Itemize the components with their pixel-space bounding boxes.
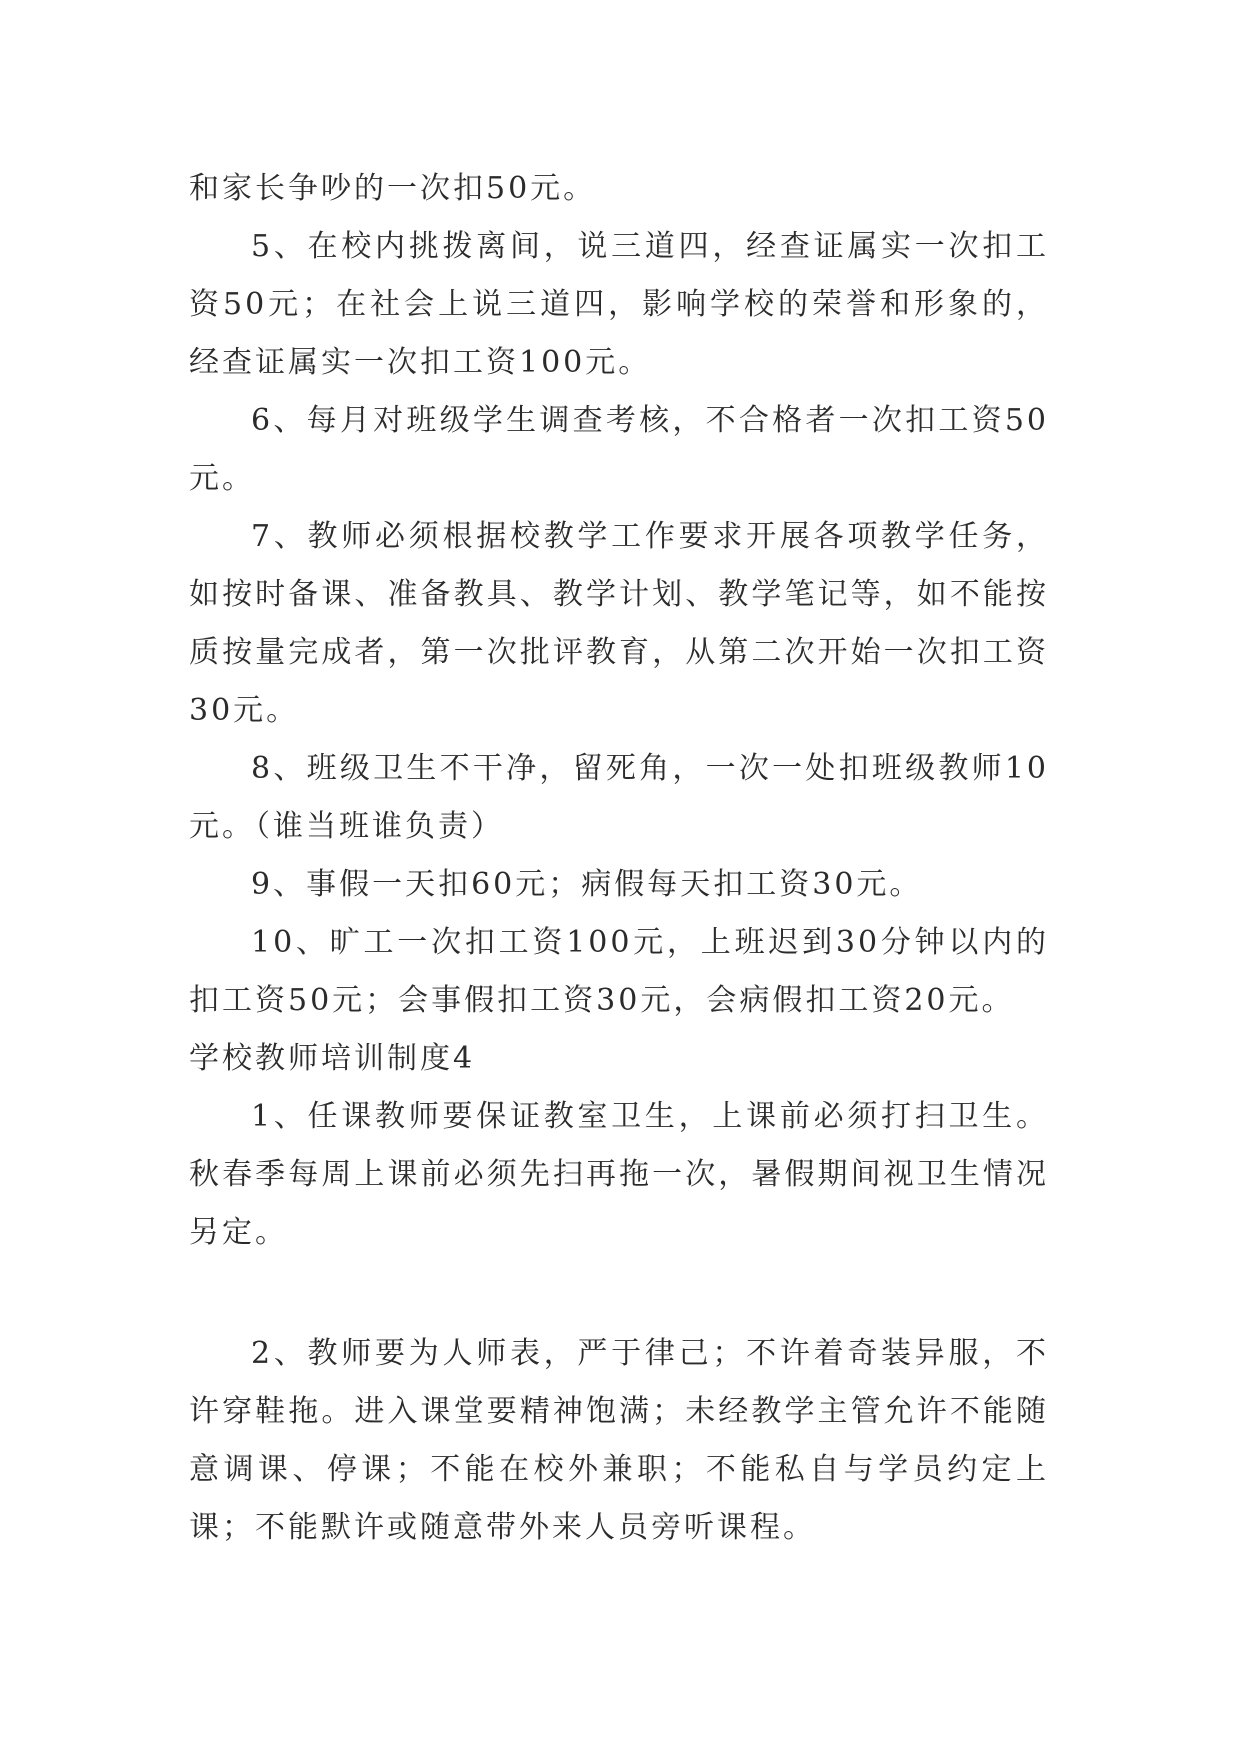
section-title: 学校教师培训制度4: [189, 1041, 476, 1076]
paragraph-item-8: 8、班级卫生不干净，留死角，一次一处扣班级教师10元。（谁当班谁负责）: [189, 751, 1049, 844]
paragraph-item-7: 7、教师必须根据校教学工作要求开展各项教学任务，如按时备课、准备教具、教学计划、教学笔记等，如不能按质按量完成者，第一次批评教育，从第二次开始一次扣工资30元。: [189, 519, 1049, 728]
blank-space: [189, 1262, 1049, 1320]
paragraph-continuation: 和家长争吵的一次扣50元。: [189, 171, 597, 206]
paragraph-item-5: 5、在校内挑拨离间，说三道四，经查证属实一次扣工资50元；在社会上说三道四，影响学校的荣誉和形象的，经查证属实一次扣工资100元。: [189, 229, 1049, 380]
paragraph-rule-2: 2、教师要为人师表，严于律己；不许着奇装异服，不许穿鞋拖。进入课堂要精神饱满；未经教学主管允许不能随意调课、停课；不能在校外兼职；不能私自与学员约定上课；不能默许或随意带外来人员旁听课程。: [189, 1336, 1049, 1545]
document-body: [189, 160, 1049, 1557]
paragraph-item-9: 9、事假一天扣60元；病假每天扣工资30元。: [251, 867, 923, 902]
paragraph-item-10: 10、旷工一次扣工资100元，上班迟到30分钟以内的扣工资50元；会事假扣工资30元，会病假扣工资20元。: [189, 925, 1049, 1018]
paragraph-item-6: 6、每月对班级学生调查考核，不合格者一次扣工资50元。: [189, 403, 1049, 496]
paragraph-rule-1: 1、任课教师要保证教室卫生，上课前必须打扫卫生。秋春季每周上课前必须先扫再拖一次，暑假期间视卫生情况另定。: [189, 1099, 1049, 1250]
